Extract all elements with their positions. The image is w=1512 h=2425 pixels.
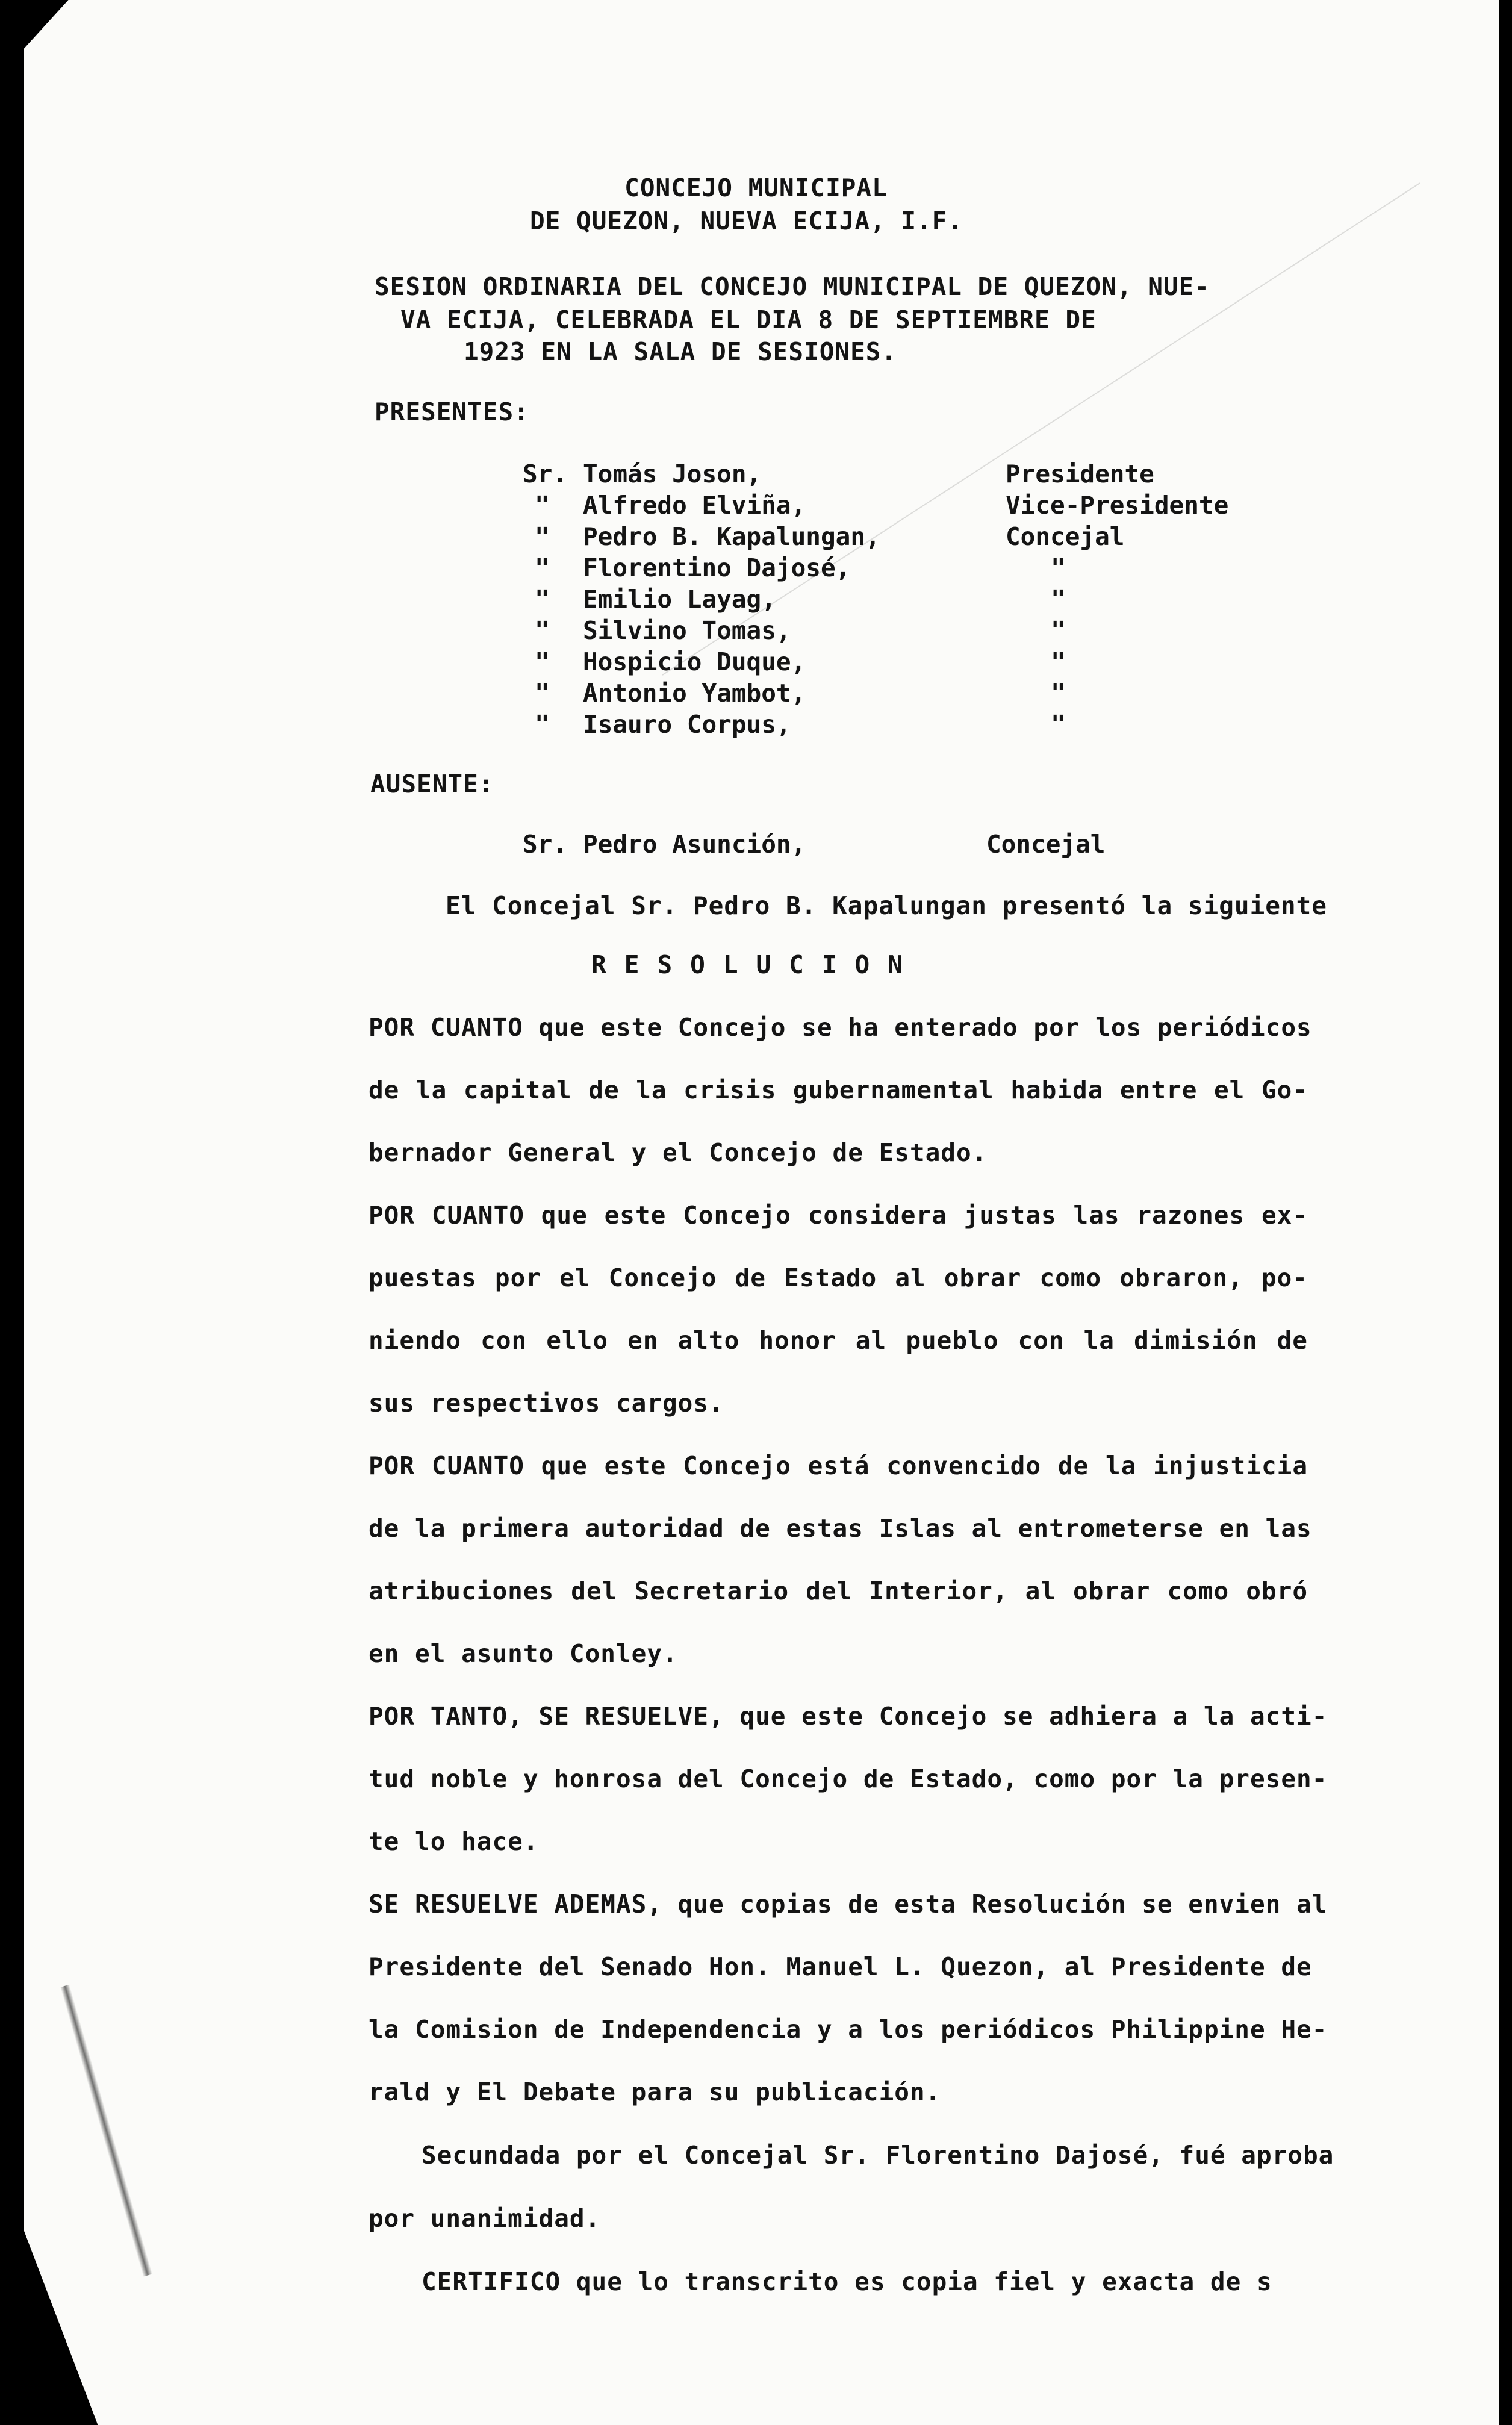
header-line-1: CONCEJO MUNICIPAL bbox=[624, 173, 888, 202]
attendee-role: " bbox=[1051, 710, 1066, 739]
attendee-prefix: " bbox=[535, 522, 550, 551]
secundada-line-1: Secundada por el Concejal Sr. Florentino Dajosé, fué aproba bbox=[422, 2141, 1334, 2170]
body-line: bernador General y el Concejo de Estado. bbox=[369, 1138, 988, 1167]
body-line: puestas por el Concejo de Estado al obrar como obraron, po- bbox=[369, 1263, 1308, 1292]
secundada-line-2: por unanimidad. bbox=[369, 2204, 601, 2233]
certifico-line: CERTIFICO que lo transcrito es copia fiel y exacta de s bbox=[422, 2267, 1272, 2296]
attendee-name: Silvino Tomas, bbox=[583, 616, 791, 645]
attendee-prefix: Sr. bbox=[523, 459, 568, 488]
session-title-line-2: VA ECIJA, CELEBRADA EL DIA 8 DE SEPTIEMBRE DE bbox=[400, 305, 1097, 334]
attendee-name: Emilio Layag, bbox=[583, 585, 776, 614]
attendee-prefix: " bbox=[535, 553, 550, 582]
attendee-name: Antonio Yambot, bbox=[583, 679, 806, 708]
body-line: de la capital de la crisis gubernamental habida entre el Go- bbox=[369, 1076, 1308, 1104]
resolucion-heading: RESOLUCION bbox=[591, 950, 921, 979]
attendee-role: " bbox=[1051, 553, 1066, 582]
body-line: niendo con ello en alto honor al pueblo con la dimisión de bbox=[369, 1326, 1308, 1355]
attendee-role: Concejal bbox=[1006, 522, 1125, 551]
session-title-line-1: SESION ORDINARIA DEL CONCEJO MUNICIPAL DE QUEZON, NUE- bbox=[375, 272, 1210, 301]
attendee-role: " bbox=[1051, 647, 1066, 676]
intro-paragraph: El Concejal Sr. Pedro B. Kapalungan presentó la siguiente bbox=[446, 891, 1327, 920]
body-line: sus respectivos cargos. bbox=[369, 1389, 724, 1418]
attendee-prefix: " bbox=[535, 585, 550, 614]
body-line: rald y El Debate para su publicación. bbox=[369, 2078, 941, 2106]
attendee-role: Concejal bbox=[986, 830, 1106, 859]
header-line-2: DE QUEZON, NUEVA ECIJA, I.F. bbox=[530, 207, 963, 235]
body-line: la Comision de Independencia y a los periódicos Philippine He- bbox=[369, 2015, 1328, 2044]
attendee-prefix: " bbox=[535, 710, 550, 739]
body-line: te lo hace. bbox=[369, 1827, 539, 1856]
ausente-label: AUSENTE: bbox=[370, 770, 494, 798]
attendee-role: Presidente bbox=[1006, 459, 1154, 488]
attendee-role: " bbox=[1051, 616, 1066, 645]
presentes-label: PRESENTES: bbox=[375, 397, 529, 426]
attendee-prefix: " bbox=[535, 647, 550, 676]
body-line: atribuciones del Secretario del Interior, al obrar como obró bbox=[369, 1577, 1308, 1605]
attendee-name: Alfredo Elviña, bbox=[583, 491, 806, 520]
body-line: tud noble y honrosa del Concejo de Estado, como por la presen- bbox=[369, 1764, 1328, 1793]
attendee-name: Florentino Dajosé, bbox=[583, 553, 851, 582]
body-line: POR CUANTO que este Concejo considera justas las razones ex- bbox=[369, 1201, 1308, 1230]
body-line: POR CUANTO que este Concejo está convencido de la injusticia bbox=[369, 1451, 1308, 1480]
attendee-prefix: Sr. bbox=[523, 830, 568, 859]
attendee-prefix: " bbox=[535, 491, 550, 520]
body-line: en el asunto Conley. bbox=[369, 1639, 678, 1668]
attendee-role: Vice-Presidente bbox=[1006, 491, 1229, 520]
attendee-prefix: " bbox=[535, 679, 550, 708]
attendee-name: Isauro Corpus, bbox=[583, 710, 791, 739]
body-line: SE RESUELVE ADEMAS, que copias de esta Resolución se envien al bbox=[369, 1890, 1328, 1919]
body-line: Presidente del Senado Hon. Manuel L. Quezon, al Presidente de bbox=[369, 1952, 1312, 1981]
attendee-name: Hospicio Duque, bbox=[583, 647, 806, 676]
attendee-name: Tomás Joson, bbox=[583, 459, 762, 488]
body-line: de la primera autoridad de estas Islas al entrometerse en las bbox=[369, 1514, 1312, 1543]
attendee-role: " bbox=[1051, 679, 1066, 708]
body-line: POR CUANTO que este Concejo se ha enterado por los periódicos bbox=[369, 1013, 1312, 1042]
attendee-name: Pedro B. Kapalungan, bbox=[583, 522, 880, 551]
attendee-prefix: " bbox=[535, 616, 550, 645]
attendee-role: " bbox=[1051, 585, 1066, 614]
session-title-line-3: 1923 EN LA SALA DE SESIONES. bbox=[464, 337, 897, 366]
attendee-name: Pedro Asunción, bbox=[583, 830, 806, 859]
body-line: POR TANTO, SE RESUELVE, que este Concejo se adhiera a la acti- bbox=[369, 1702, 1328, 1731]
